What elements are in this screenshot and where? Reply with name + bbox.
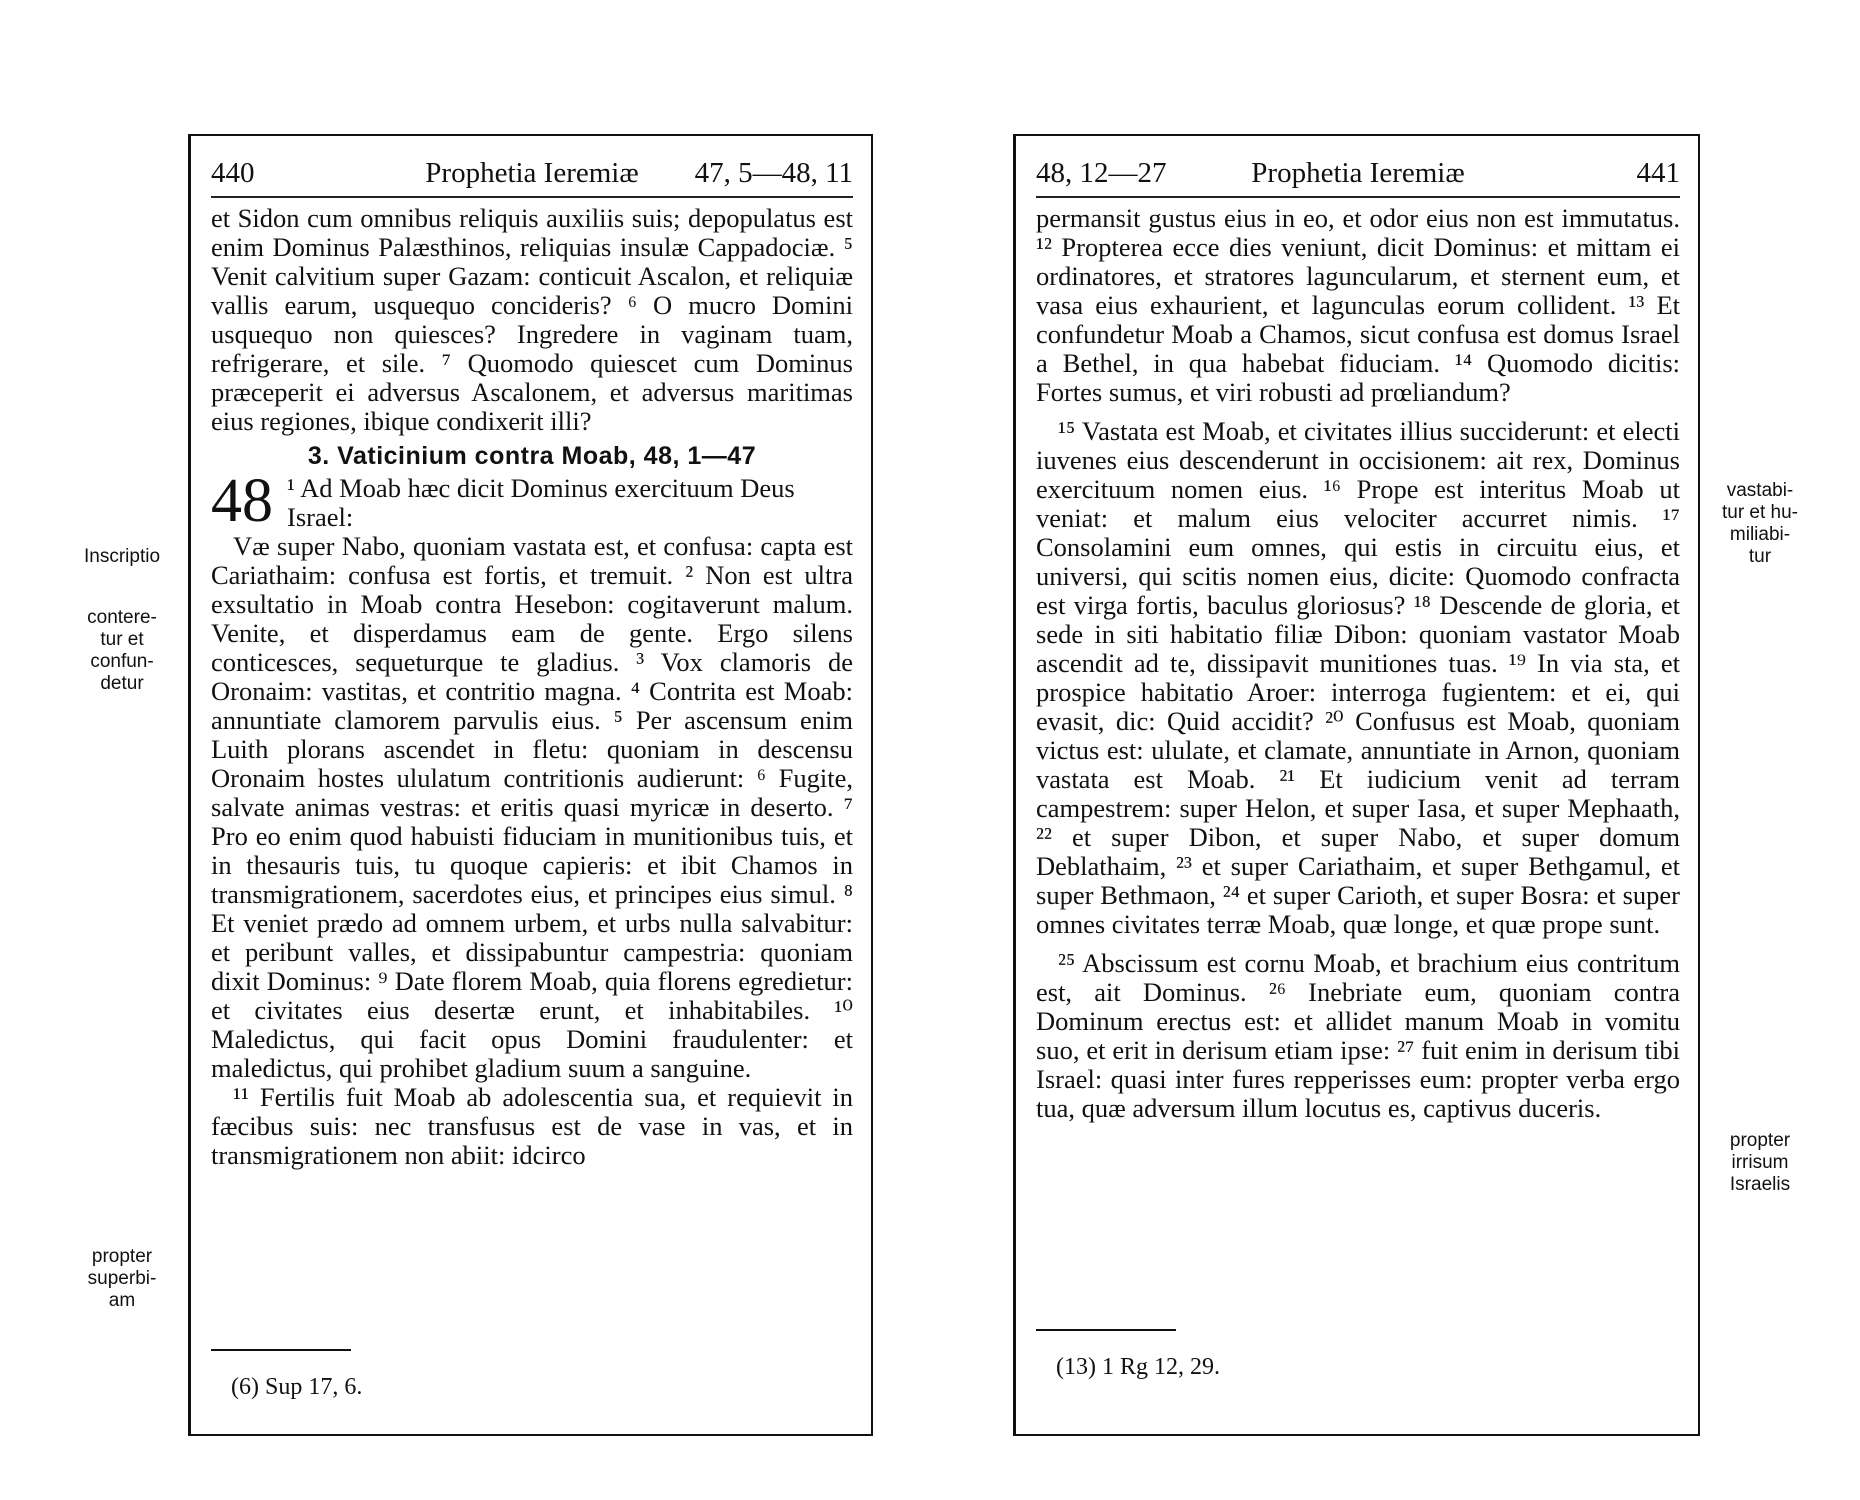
right-page-body [1036, 204, 1680, 1123]
right-page-header [1036, 150, 1680, 198]
margin-note-conteretur: contere- tur et confun- detur [87, 607, 157, 694]
left-paragraph-3: ¹¹ Fertilis fuit Moab ab adolescentia sua, et requievit in fæcibus suis: nec transfusus est de vase in vas, et in transmigrationem non abiit: idcirco [211, 1082, 853, 1170]
left-verse-range: 47, 5—48, 11 [694, 157, 853, 189]
right-page-number: 441 [1636, 157, 1680, 189]
margin-note-propter-irrisum: propter irrisum Israelis [1729, 1130, 1791, 1195]
right-verse-range: 48, 12—27 [1036, 157, 1167, 189]
left-footnote-rule [211, 1349, 351, 1351]
right-footnote-rule [1036, 1329, 1176, 1331]
left-running-title: Prophetia Ieremiæ [425, 157, 639, 189]
right-paragraph-3: ²⁵ Abscissum est cornu Moab, et brachium eius contritum est, ait Dominus. ²⁶ Inebriate eum, quoniam contra Dominum erectus est: et allidet manum Moab in vomitu suo, et erit in derisum etiam ipse: ²⁷ fuit enim in derisum tibi Israel: quasi inter fures repperisses eum: propter verba ergo tua, quæ adversum illum locutus es, captivus duceris. [1036, 948, 1680, 1123]
chapter-intro: ¹ Ad Moab hæc dicit Dominus exercituum Deus Israel: [287, 473, 795, 532]
left-paragraph-1: et Sidon cum omnibus reliquis auxiliis suis; depopulatus est enim Dominus Palæsthinos, reliquias insulæ Cappadociæ. ⁵ Venit calvitium super Gazam: conticuit Ascalon, et reliquiæ vallis earum, usquequo concideris? ⁶ O mucro Domini usquequo non quiesces? Ingredere in vaginam tuam, refrigerare, et sile. ⁷ Quomodo quiescet cum Dominus præceperit ei adversus Ascalonem, et adversus maritimas eius regiones, ibique condixerit illi? [211, 203, 853, 436]
left-page-header [211, 150, 853, 198]
section-title: 3. Vaticinium contra Moab, 48, 1—47 [307, 442, 757, 470]
left-paragraph-2: Væ super Nabo, quoniam vastata est, et confusa: capta est Cariathaim: confusa est fortis, et tremuit. ² Non est ultra exsultatio in Moab contra Hesebon: cogitaverunt malum. Venite, et disperdamus eam de gente. Ergo silens conticesces, sequeturque te gladius. ³ Vox clamoris de Oronaim: vastitas, et contritio magna. ⁴ Contrita est Moab: annuntiate clamorem parvulis eius. ⁵ Per ascensum enim Luith plorans ascendet in fletu: quoniam in descensu Oronaim hostes ululatum contritionis audierunt: ⁶ Fugite, salvate animas vestras: et eritis quasi myricæ in deserto. ⁷ Pro eo enim quod habuisti fiduciam in munitionibus tuis, et in thesauris tuis, tu quoque capieris: et ibit Chamos in transmigrationem, sacerdotes eius, et principes eius simul. ⁸ Et veniet prædo ad omnem urbem, et urbs nulla salvabitur: et peribunt valles, et dissipabuntur campestria: quoniam dixit Dominus: ⁹ Date florem Moab, quia florens egredietur: et civitates eius desertæ erunt, et inhabitabiles. ¹⁰ Maledictus, qui facit opus Domini fraudulenter: et maledictus, qui prohibet gladium suum a sanguine. [211, 531, 853, 1083]
margin-note-vastabitur: vastabi- tur et hu- miliabi- tur [1721, 480, 1799, 567]
chapter-opening [211, 467, 853, 535]
left-footnote: (6) Sup 17, 6. [231, 1374, 363, 1400]
margin-note-inscriptio: Inscriptio [83, 546, 161, 567]
left-page-body [211, 204, 853, 1170]
left-page-number: 440 [211, 157, 255, 189]
margin-note-propter-superbiam: propter superbi- am [87, 1246, 157, 1311]
right-paragraph-2: ¹⁵ Vastata est Moab, et civitates illius succiderunt: et electi iuvenes eius descenderunt in occisionem: ait rex, Dominus exercituum nomen eius. ¹⁶ Prope est interitus Moab ut veniat: et malum eius velociter accurret nimis. ¹⁷ Consolamini eum omnes, qui estis in circuitu eius, et universi, qui scitis nomen eius, dicite: Quomodo confracta est virga fortis, baculus gloriosus? ¹⁸ Descende de gloria, et sede in siti habitatio filiæ Dibon: quoniam vastator Moab ascendit ad te, dissipavit munitiones tuas. ¹⁹ In via sta, et prospice habitatio Aroer: interroga fugientem: et ei, qui evasit, dic: Quid accidit? ²⁰ Confusus est Moab, quoniam victus est: ululate, et clamate, annuntiate in Arnon, quoniam vastata est Moab. ²¹ Et iudicium venit ad terram campestrem: super Helon, et super Iasa, et super Mephaath, ²² et super Dibon, et super Nabo, et super domum Deblathaim, ²³ et super Cariathaim, et super Bethgamul, et super Bethmaon, ²⁴ et super Carioth, et super Bosra: et super omnes civitates terræ Moab, quæ longe, et quæ prope sunt. [1036, 416, 1680, 939]
right-paragraph-1: permansit gustus eius in eo, et odor eius non est immutatus. ¹² Propterea ecce dies veniunt, dicit Dominus: et mittam ei ordinatores, et stratores laguncularum, et sternent eum, et vasa eius exhaurient, et lagunculas eorum collident. ¹³ Et confundetur Moab a Chamos, sicut confusa est domus Israel a Bethel, in qua habebat fiduciam. ¹⁴ Quomodo dicitis: Fortes sumus, et viri robusti ad prœliandum? [1036, 203, 1680, 407]
right-page [1013, 134, 1700, 1436]
chapter-number: 48 [211, 467, 273, 535]
left-page [188, 134, 873, 1436]
left-page-top-rule [188, 134, 873, 136]
right-footnote: (13) 1 Rg 12, 29. [1056, 1354, 1220, 1380]
right-page-top-rule [1013, 134, 1700, 136]
right-running-title: Prophetia Ieremiæ [1251, 157, 1465, 189]
